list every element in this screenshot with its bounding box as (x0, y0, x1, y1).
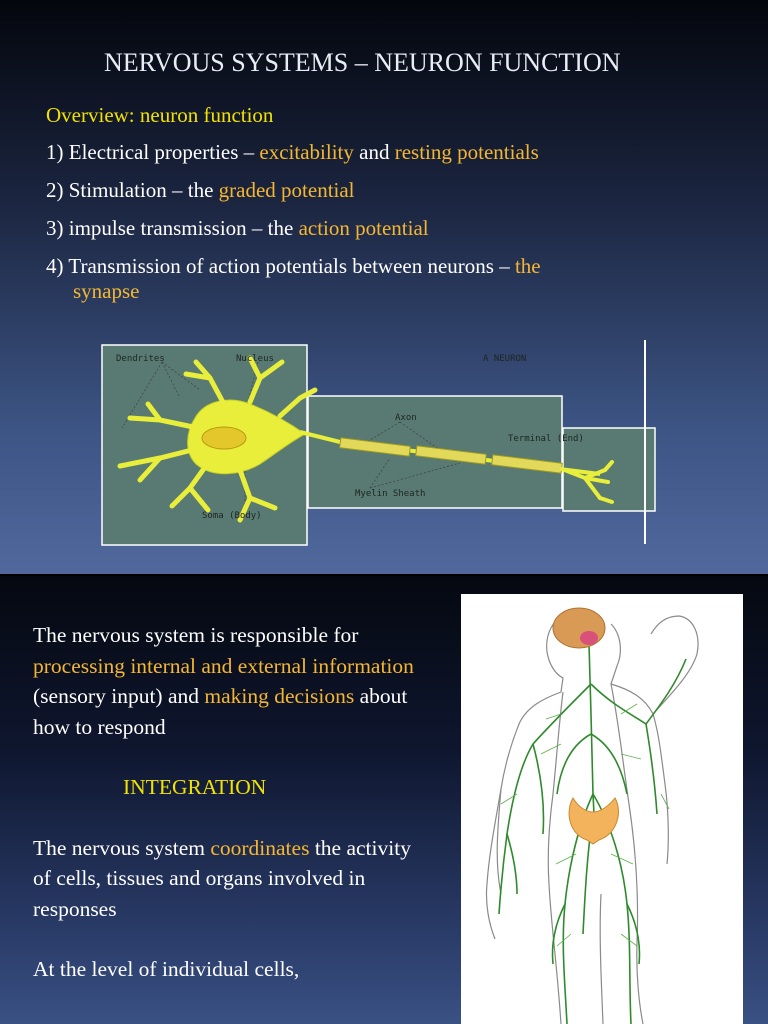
item-highlight: graded potential (218, 178, 355, 202)
item-highlight: synapse (73, 279, 140, 303)
paragraph-highlight: coordinates (210, 835, 310, 860)
item-highlight: the (514, 254, 541, 278)
list-item (46, 254, 706, 304)
list-item (46, 216, 706, 241)
paragraph-text: about how to respond (33, 684, 408, 739)
paragraph-highlight: processing internal and external information (33, 653, 414, 678)
item-text: 2) Stimulation – the (46, 178, 219, 202)
paragraph-text: The nervous system (33, 835, 211, 860)
item-text: and (353, 140, 395, 164)
slide2-text (33, 620, 433, 1015)
slide-nervous-system (0, 576, 768, 1024)
paragraph-coordination (33, 833, 433, 925)
nervous-system-figure (461, 594, 743, 1024)
item-text: 4) Transmission of action potentials between neurons – (46, 254, 515, 278)
integration-heading: INTEGRATION (123, 775, 267, 799)
label-dendrites: Dendrites (116, 354, 165, 364)
list-item (46, 140, 706, 165)
label-title: A NEURON (483, 354, 527, 364)
item-highlight: excitability (259, 140, 354, 164)
item-text: 1) Electrical properties – (46, 140, 260, 164)
topic-list (46, 140, 706, 317)
paragraph-text: the activity of cells, tissues and organs involved in responses (33, 835, 411, 921)
paragraph-responsibility (33, 620, 433, 742)
human-body-illustration (461, 594, 743, 1024)
label-nucleus: Nucleus (236, 354, 274, 364)
item-highlight: action potential (298, 216, 429, 240)
label-axon: Axon (395, 413, 417, 423)
item-text: 3) impulse transmission – the (46, 216, 299, 240)
brainstem-icon (580, 631, 598, 645)
label-myelin: Myelin Sheath (355, 489, 426, 499)
overview-heading: Overview: neuron function (46, 103, 274, 127)
paragraph-cells: At the level of individual cells, (33, 957, 300, 981)
slide-title: NERVOUS SYSTEMS – NEURON FUNCTION (104, 48, 621, 77)
label-soma: Soma (Body) (202, 511, 262, 521)
brain-icon (553, 608, 605, 648)
paragraph-highlight: making decisions (204, 684, 355, 708)
list-item (46, 178, 706, 203)
paragraph-text: (sensory input) and (33, 684, 205, 708)
paragraph-text: The nervous system is responsible for (33, 623, 359, 647)
nucleus-icon (202, 427, 246, 449)
item-highlight: resting potentials (394, 140, 539, 164)
label-terminal: Terminal (End) (508, 434, 584, 444)
neuron-diagram (100, 338, 662, 548)
